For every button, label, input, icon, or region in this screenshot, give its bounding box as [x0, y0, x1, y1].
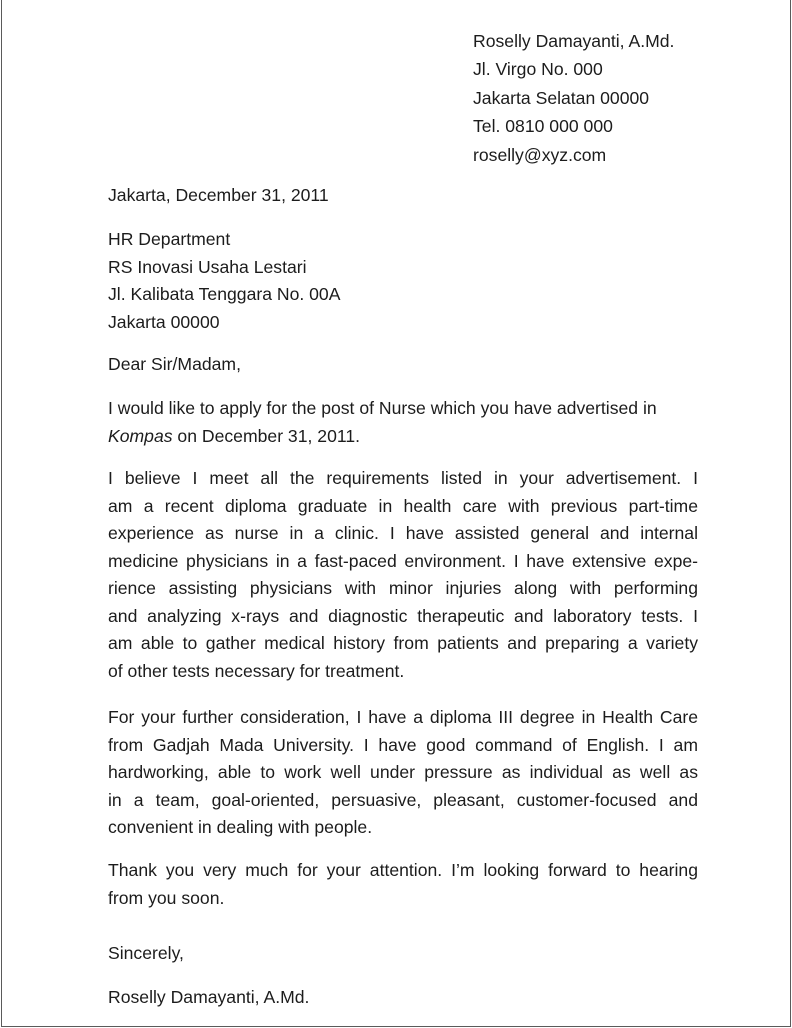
paragraph-thanks: [108, 857, 698, 912]
paragraph-line-rest: on December 31, 2011.: [172, 425, 361, 446]
paragraph-line: For your further consideration, I have a diploma III degree in Health Care: [108, 707, 698, 727]
paragraph-line: from you soon.: [108, 887, 225, 908]
paragraph-line: experience as nurse in a clinic. I have assisted general and internal: [108, 523, 698, 543]
recipient-department: HR Department: [108, 229, 231, 249]
recipient-city: Jakarta 00000: [108, 311, 220, 332]
letter-page: [1, 0, 791, 1027]
sender-address-block: [473, 27, 674, 169]
paragraph-line: from Gadjah Mada University. I have good command of English. I am: [108, 734, 698, 755]
recipient-address-block: [108, 226, 340, 336]
paragraph-line: hardworking, able to work well under pressure as individual as well as: [108, 762, 698, 782]
sender-name: Roselly Damayanti, A.Md.: [473, 31, 675, 51]
paragraph-line: of other tests necessary for treatment.: [108, 660, 405, 681]
paragraph-line: [108, 423, 698, 451]
signature-name: Roselly Damayanti, A.Md.: [108, 987, 310, 1007]
newspaper-name: Kompas: [108, 425, 173, 446]
paragraph-qualifications: [108, 465, 698, 685]
paragraph-line: and analyzing x-rays and diagnostic therapeutic and laboratory tests. I: [108, 605, 698, 626]
paragraph-application: [108, 395, 698, 450]
recipient-organization: RS Inovasi Usaha Lestari: [108, 256, 307, 277]
paragraph-education: [108, 704, 698, 842]
letter-date: Jakarta, December 31, 2011: [108, 185, 329, 205]
sender-street: Jl. Virgo No. 000: [473, 59, 603, 80]
paragraph-line: am able to gather medical history from patients and preparing a variety: [108, 633, 698, 653]
paragraph-line: Thank you very much for your attention. I’m looking forward to hearing: [108, 860, 698, 880]
paragraph-line: in a team, goal-oriented, persuasive, pleasant, customer-focused and: [108, 789, 698, 810]
salutation: Dear Sir/Madam,: [108, 354, 241, 374]
sender-phone: Tel. 0810 000 000: [473, 116, 613, 137]
sender-email: roselly@xyz.com: [473, 144, 607, 165]
paragraph-line: I would like to apply for the post of Nurse which you have advertised in: [108, 398, 657, 418]
paragraph-line: am a recent diploma graduate in health care with previous part-time: [108, 495, 698, 516]
paragraph-line: convenient in dealing with people.: [108, 817, 373, 837]
paragraph-line: medicine physicians in a fast-paced environment. I have extensive expe-: [108, 550, 698, 571]
recipient-street: Jl. Kalibata Tenggara No. 00A: [108, 284, 341, 305]
sender-city: Jakarta Selatan 00000: [473, 87, 650, 108]
paragraph-line: rience assisting physicians with minor injuries along with performing: [108, 578, 698, 598]
paragraph-line: I believe I meet all the requirements listed in your advertisement. I: [108, 468, 698, 488]
closing: Sincerely,: [108, 943, 184, 963]
